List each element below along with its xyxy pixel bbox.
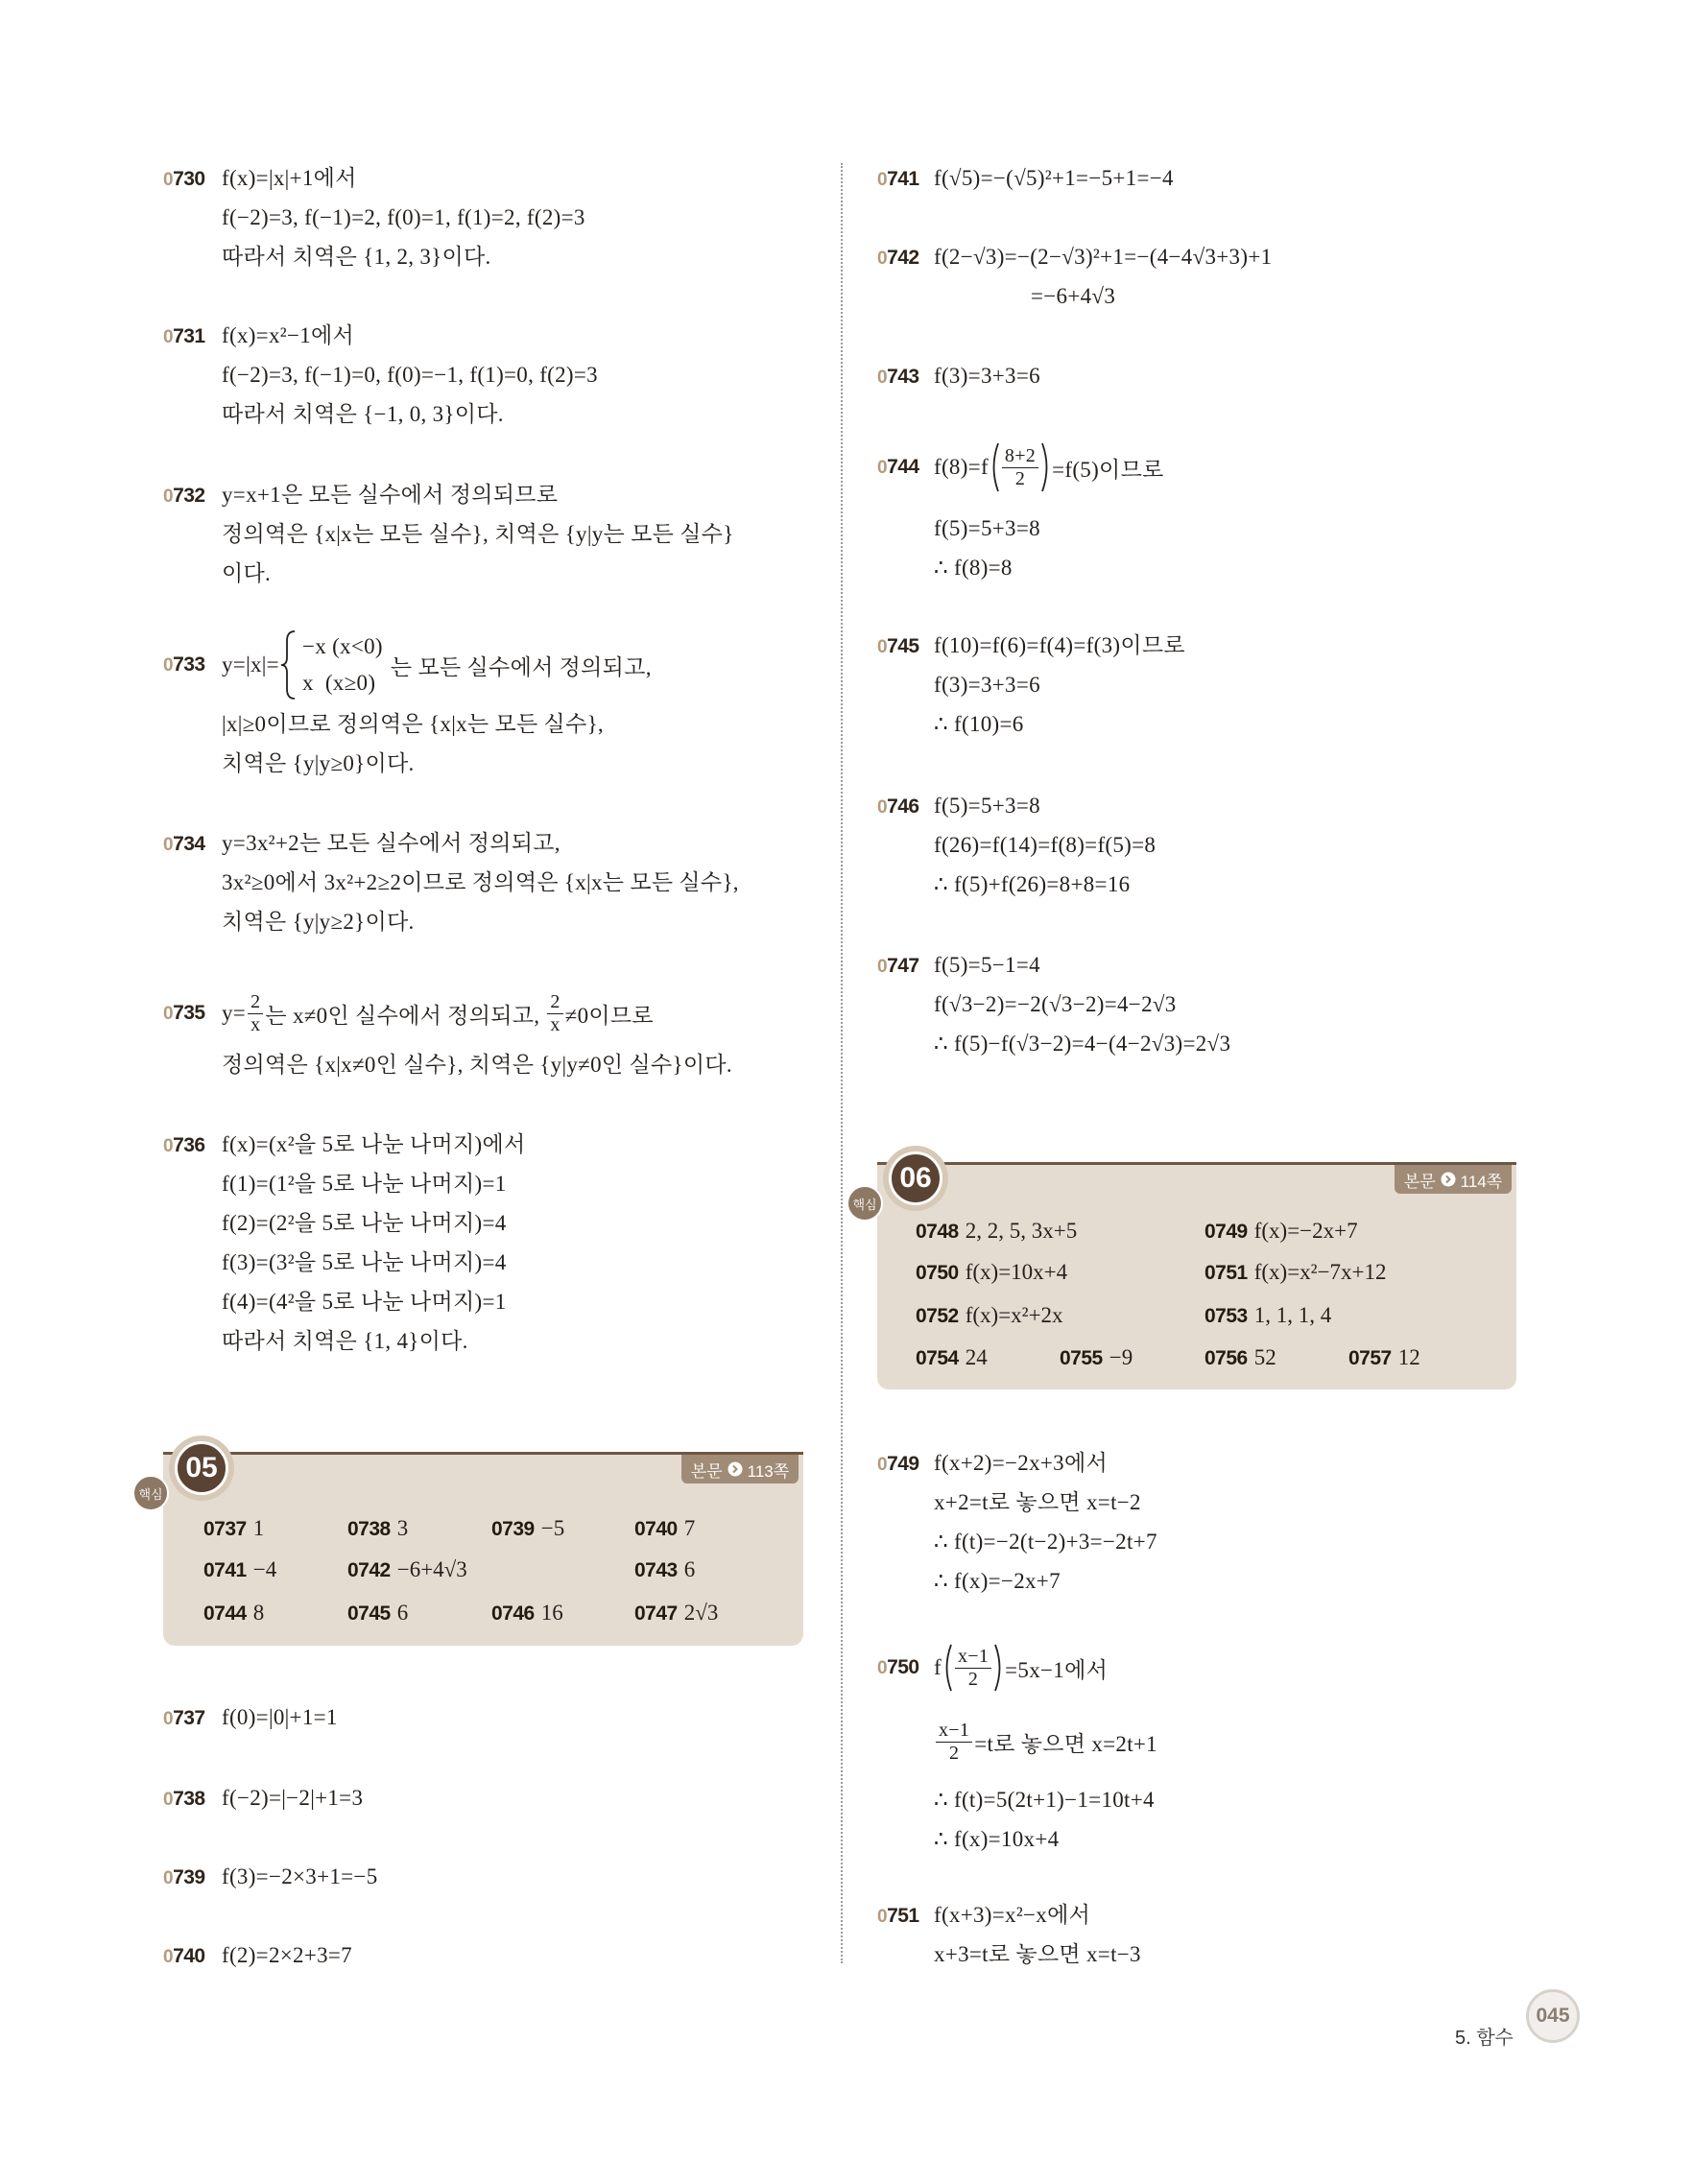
left-parenthesis [989, 441, 1000, 493]
denominator: 2 [948, 1742, 960, 1764]
problem-number: 0743 [877, 366, 919, 388]
fraction-line [877, 439, 1164, 496]
problem-number: 0734 [163, 833, 205, 855]
solution-line: ∴ f(8)=8 [934, 556, 1013, 580]
answer-entry [1060, 1339, 1133, 1377]
page-reference-tab [1395, 1165, 1512, 1194]
solution-line: f(2−√3)=−(2−√3)²+1=−(4−4√3+3)+1 [934, 245, 1273, 269]
solution-line: f(2)=(2²을 5로 나눈 나머지)=4 [222, 1211, 507, 1235]
solution-line: 치역은 {y|y≥2}이다. [222, 910, 415, 934]
right-parenthesis [993, 1643, 1005, 1693]
section-number: 06 [889, 1151, 942, 1205]
chapter-label: 5. 함수 [1455, 2028, 1514, 2049]
piecewise-line [163, 626, 652, 704]
solution-line: f(10)=f(6)=f(4)=f(3)이므로 [934, 633, 1185, 657]
fraction [955, 1646, 991, 1691]
numerator: 8+2 [1002, 445, 1038, 468]
answer-number: 0757 [1348, 1347, 1392, 1369]
solution-line: y=x+1은 모든 실수에서 정의되므로 [222, 483, 559, 507]
solution-line: f(5)=5+3=8 [934, 794, 1040, 818]
answer-value: 7 [683, 1516, 696, 1540]
solution-text: =5x−1에서 [1005, 1657, 1109, 1682]
answer-number: 0748 [916, 1221, 959, 1243]
answer-number: 0742 [347, 1559, 391, 1581]
solution-line: f(x)=x²−1에서 [222, 323, 355, 347]
answer-value: f(x)=10x+4 [965, 1260, 1068, 1284]
solution-text: =f(5)이므로 [1052, 457, 1164, 482]
solution-line: x+3=t로 놓으면 x=t−3 [934, 1942, 1141, 1966]
answer-entry [203, 1509, 264, 1548]
solution-line: x+2=t로 놓으면 x=t−2 [934, 1490, 1141, 1514]
solution-0744 [877, 439, 1164, 587]
answer-number: 0750 [916, 1262, 959, 1284]
problem-number: 0733 [163, 653, 205, 676]
problem-number: 0751 [877, 1905, 919, 1927]
answer-value: 52 [1253, 1345, 1276, 1369]
answer-value: 12 [1397, 1345, 1420, 1369]
solution-line: 정의역은 {x|x는 모든 실수}, 치역은 {y|y는 모든 실수} [222, 522, 734, 546]
answer-value: −6+4√3 [396, 1557, 467, 1581]
solution-text: ≠0이므로 [564, 1003, 654, 1028]
problem-number: 0736 [163, 1134, 205, 1156]
numerator: 2 [248, 991, 263, 1014]
core-label-badge: 핵심 [132, 1475, 169, 1511]
numerator: x−1 [936, 1720, 972, 1743]
answer-number: 0753 [1204, 1305, 1248, 1327]
answer-entry [491, 1594, 563, 1632]
solution-0739 [163, 1857, 378, 1896]
answer-value: f(x)=x²−7x+12 [1253, 1260, 1387, 1284]
solution-line: =−6+4√3 [1031, 284, 1116, 308]
answer-value: 1 [252, 1516, 265, 1540]
answer-number: 0737 [203, 1518, 247, 1540]
fraction [1002, 445, 1038, 490]
problem-number: 0749 [877, 1453, 919, 1475]
solution-line: f(√3−2)=−2(√3−2)=4−2√3 [934, 992, 1177, 1016]
left-parenthesis [942, 1643, 953, 1693]
solution-line: f(−2)=3, f(−1)=2, f(0)=1, f(1)=2, f(2)=3 [222, 205, 585, 229]
answer-entry [916, 1296, 1063, 1335]
fraction [547, 991, 562, 1036]
solution-line: ∴ f(x)=10x+4 [934, 1827, 1060, 1851]
solution-line: |x|≥0이므로 정의역은 {x|x는 모든 실수}, [222, 712, 604, 736]
case-nonnegative: x (x≥0) [301, 671, 376, 695]
solution-line: f(0)=|0|+1=1 [222, 1705, 338, 1729]
answer-number: 0752 [916, 1305, 959, 1327]
problem-number: 0746 [877, 795, 919, 818]
solution-0736 [163, 1125, 525, 1361]
problem-number: 0740 [163, 1945, 205, 1967]
solution-line: ∴ f(10)=6 [934, 712, 1024, 736]
solution-0749 [877, 1443, 1157, 1601]
answer-value: 6 [683, 1557, 696, 1581]
solution-line: ∴ f(5)−f(√3−2)=4−(4−2√3)=2√3 [934, 1032, 1231, 1056]
solution-0730 [163, 158, 585, 276]
answer-box-06 [852, 1162, 1516, 1389]
answer-value: −4 [252, 1557, 277, 1581]
answer-number: 0740 [634, 1518, 678, 1540]
answer-value: 16 [540, 1601, 563, 1625]
denominator: x [550, 1013, 560, 1035]
solution-line: f(26)=f(14)=f(8)=f(5)=8 [934, 833, 1156, 857]
answer-number: 0738 [347, 1518, 391, 1540]
answer-entry [916, 1339, 988, 1377]
solution-0746 [877, 786, 1156, 904]
answer-number: 0749 [1204, 1221, 1248, 1243]
answer-number: 0745 [347, 1602, 391, 1625]
solution-0737 [163, 1697, 338, 1737]
solution-0742 [877, 237, 1272, 316]
solution-line: f(4)=(4²을 5로 나눈 나머지)=1 [222, 1290, 507, 1314]
solution-0741 [877, 158, 1174, 198]
answer-entry [916, 1212, 1077, 1250]
answer-value: 24 [965, 1345, 988, 1369]
solution-line: 따라서 치역은 {1, 4}이다. [222, 1329, 468, 1353]
solution-line: f(2)=2×2+3=7 [222, 1943, 352, 1967]
problem-number: 0737 [163, 1707, 205, 1729]
solution-line: ∴ f(x)=−2x+7 [934, 1569, 1061, 1593]
solution-0750 [877, 1641, 1157, 1859]
problem-number: 0732 [163, 485, 205, 507]
answer-entry [347, 1551, 467, 1589]
solution-0733 [163, 626, 652, 783]
answer-number: 0746 [491, 1602, 535, 1625]
solution-line: f(3)=−2×3+1=−5 [222, 1864, 378, 1888]
solution-line: f(1)=(1²을 5로 나눈 나머지)=1 [222, 1172, 507, 1196]
answer-value: 6 [396, 1601, 409, 1625]
solution-line: f(5)=5+3=8 [934, 516, 1040, 540]
answer-value: 3 [396, 1516, 409, 1540]
answer-value: 1, 1, 1, 4 [1253, 1303, 1332, 1327]
fraction-line [877, 1715, 1157, 1769]
answer-entry [1204, 1253, 1387, 1292]
solution-line: 따라서 치역은 {1, 2, 3}이다. [222, 245, 491, 269]
problem-number: 0731 [163, 325, 205, 347]
fraction-line [163, 986, 732, 1040]
solution-text: y=|x|= [222, 653, 279, 677]
numerator: x−1 [955, 1646, 991, 1669]
solution-line: f(5)=5−1=4 [934, 953, 1040, 977]
answer-entry [634, 1594, 718, 1632]
solution-line: 이다. [222, 561, 272, 585]
section-number-badge [169, 1436, 234, 1501]
answer-value: −9 [1109, 1345, 1133, 1369]
answer-number: 0744 [203, 1602, 247, 1625]
answer-entry [491, 1509, 564, 1548]
solution-line: f(3)=3+3=6 [934, 364, 1040, 388]
solution-line: f(x+3)=x²−x에서 [934, 1903, 1091, 1927]
solution-line: ∴ f(t)=5(2t+1)−1=10t+4 [934, 1788, 1155, 1812]
answer-value: f(x)=x²+2x [965, 1303, 1063, 1327]
problem-number: 0744 [877, 456, 919, 478]
solution-line: f(x)=(x²을 5로 나눈 나머지)에서 [222, 1132, 526, 1156]
solution-line: f(√5)=−(√5)²+1=−5+1=−4 [934, 166, 1174, 190]
reference-label: 본문 [690, 1461, 723, 1481]
solution-0732 [163, 475, 734, 593]
arrow-circle-icon [1441, 1172, 1456, 1187]
solution-0747 [877, 945, 1230, 1063]
answer-number: 0741 [203, 1559, 247, 1581]
answer-number: 0743 [634, 1559, 678, 1581]
column-divider [841, 163, 843, 1963]
page-number: 045 [1526, 1989, 1580, 2043]
denominator: 2 [1014, 467, 1026, 489]
answer-number: 0754 [916, 1347, 959, 1369]
fraction [248, 991, 263, 1036]
answer-value: −5 [540, 1516, 565, 1540]
solution-0745 [877, 626, 1185, 744]
answer-box-05 [138, 1452, 803, 1646]
solution-0734 [163, 823, 739, 941]
answer-value: 2, 2, 5, 3x+5 [965, 1219, 1078, 1243]
solution-0743 [877, 356, 1040, 395]
answer-entry [347, 1509, 408, 1548]
problem-number: 0750 [877, 1656, 919, 1678]
answer-number: 0739 [491, 1518, 535, 1540]
solution-line: f(3)=(3²을 5로 나눈 나머지)=4 [222, 1250, 507, 1274]
answer-entry [634, 1509, 695, 1548]
problem-number: 0747 [877, 955, 919, 977]
reference-label: 본문 [1403, 1172, 1436, 1191]
denominator: x [250, 1013, 261, 1035]
answer-entry [1204, 1212, 1358, 1250]
page-reference-tab [681, 1455, 799, 1484]
problem-number: 0738 [163, 1788, 205, 1810]
section-number: 05 [175, 1441, 228, 1495]
solution-line: ∴ f(t)=−2(t−2)+3=−2t+7 [934, 1530, 1157, 1554]
fraction [936, 1720, 972, 1765]
solution-0738 [163, 1778, 363, 1817]
answer-entry [916, 1253, 1067, 1292]
problem-number: 0739 [163, 1866, 205, 1888]
solution-line: y=3x²+2는 모든 실수에서 정의되고, [222, 831, 560, 855]
solution-line: f(3)=3+3=6 [934, 673, 1040, 697]
solution-line: 따라서 치역은 {−1, 0, 3}이다. [222, 402, 504, 426]
answer-value: f(x)=−2x+7 [1253, 1219, 1358, 1243]
solution-line: f(x)=|x|+1에서 [222, 166, 357, 190]
arrow-circle-icon [727, 1461, 743, 1477]
answer-number: 0751 [1204, 1262, 1248, 1284]
section-number-badge [883, 1146, 948, 1211]
problem-number: 0745 [877, 635, 919, 657]
problem-number: 0741 [877, 168, 919, 190]
denominator: 2 [967, 1668, 979, 1690]
core-label-badge: 핵심 [846, 1185, 883, 1222]
solution-0740 [163, 1935, 352, 1975]
reference-page: 114쪽 [1460, 1172, 1503, 1191]
problem-number: 0735 [163, 1002, 205, 1024]
answer-number: 0756 [1204, 1347, 1248, 1369]
solution-line: f(−2)=3, f(−1)=0, f(0)=−1, f(1)=0, f(2)=3 [222, 363, 598, 387]
solution-line: f(x+2)=−2x+3에서 [934, 1451, 1108, 1475]
answer-entry [634, 1551, 695, 1589]
case-negative: −x (x<0) [301, 634, 383, 658]
answer-value: 2√3 [683, 1601, 719, 1625]
solution-text: f [934, 1655, 942, 1679]
answer-entry [203, 1551, 276, 1589]
fraction-line [877, 1641, 1157, 1695]
numerator: 2 [547, 991, 562, 1014]
answer-number: 0747 [634, 1602, 678, 1625]
solution-0731 [163, 316, 598, 434]
right-parenthesis [1040, 441, 1052, 493]
piecewise-cases [302, 629, 383, 701]
left-brace [279, 629, 298, 700]
answer-entry [1204, 1339, 1276, 1377]
answer-value: 8 [252, 1601, 265, 1625]
answer-entry [1204, 1296, 1331, 1335]
answer-entry [347, 1594, 408, 1632]
solution-line: ∴ f(5)+f(26)=8+8=16 [934, 872, 1131, 896]
solution-0751 [877, 1895, 1141, 1974]
problem-number: 0730 [163, 168, 205, 190]
solution-line: f(−2)=|−2|+1=3 [222, 1786, 364, 1810]
solution-text: 는 모든 실수에서 정의되고, [390, 654, 652, 679]
solution-text: f(8)=f [934, 455, 989, 479]
solution-line: 치역은 {y|y≥0}이다. [222, 751, 415, 775]
answer-number: 0755 [1060, 1347, 1103, 1369]
solution-text: y= [222, 1001, 247, 1025]
solution-text: 는 x≠0인 실수에서 정의되고, [265, 1003, 546, 1028]
solution-0735 [163, 986, 732, 1084]
solution-line: 3x²≥0에서 3x²+2≥2이므로 정의역은 {x|x는 모든 실수}, [222, 870, 739, 894]
reference-page: 113쪽 [747, 1461, 790, 1481]
solution-text: =t로 놓으면 x=2t+1 [974, 1731, 1157, 1756]
problem-number: 0742 [877, 247, 919, 269]
solution-line: 정의역은 {x|x≠0인 실수}, 치역은 {y|y≠0인 실수}이다. [222, 1053, 732, 1077]
answer-entry [203, 1594, 264, 1632]
answer-entry [1348, 1339, 1420, 1377]
